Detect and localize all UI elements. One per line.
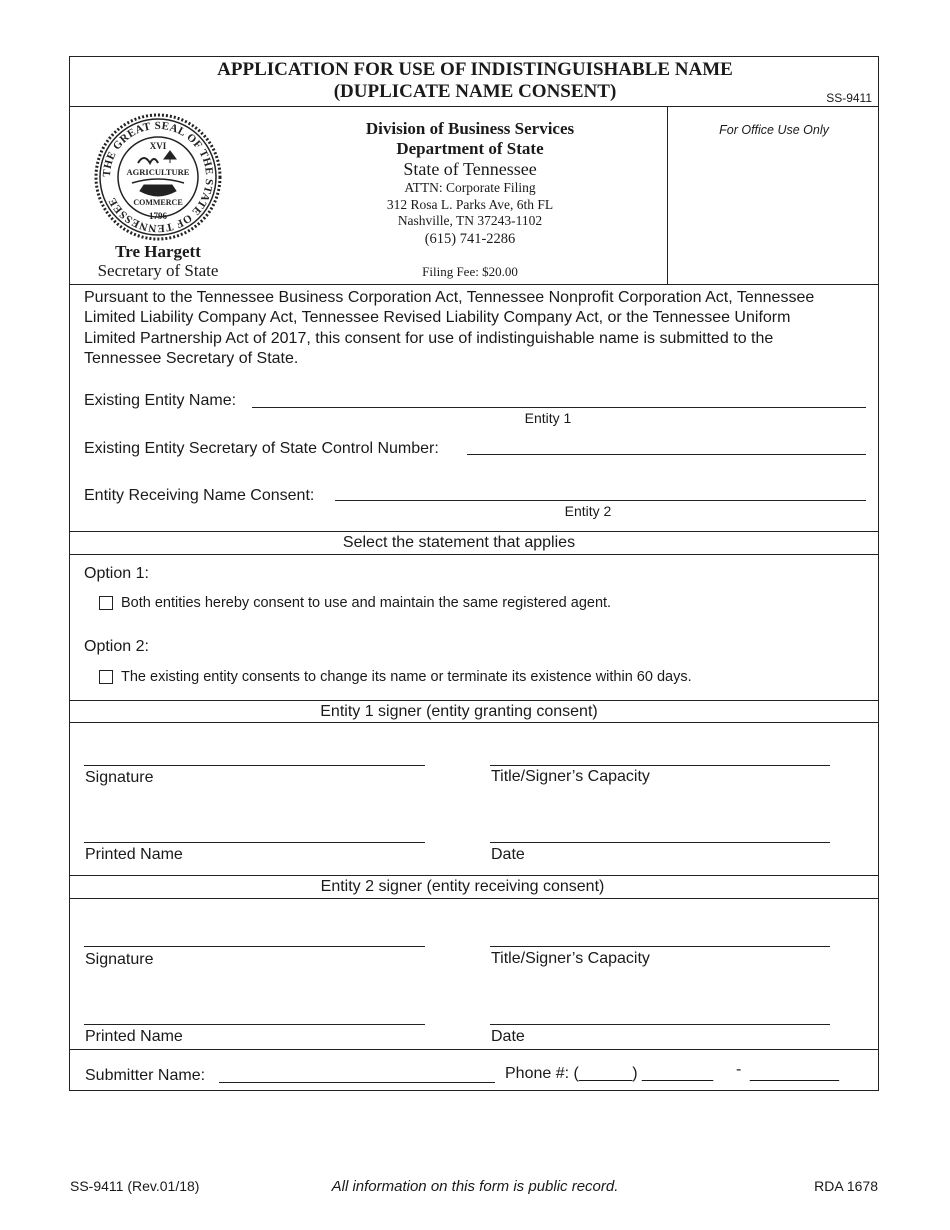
option2-text: The existing entity consents to change its name or terminate its existence within 60 days. (121, 669, 692, 685)
form-title-line1: APPLICATION FOR USE OF INDISTINGUISHABLE NAME (217, 59, 733, 80)
signer2-date-label: Date (491, 1028, 525, 1045)
divider (70, 700, 878, 701)
seal-roman: XVI (149, 141, 167, 151)
form-frame (69, 56, 879, 1091)
existing-entity-name-label: Existing Entity Name: (84, 392, 237, 409)
receiving-entity-label: Entity Receiving Name Consent: (84, 487, 315, 504)
signer2-signature-label: Signature (85, 951, 154, 968)
divider (70, 531, 878, 532)
receiving-entity-line (335, 500, 866, 501)
option1-label: Option 1: (84, 565, 149, 582)
state-name: State of Tennessee (403, 159, 537, 179)
department-name: Department of State (396, 139, 544, 158)
entity1-caption: Entity 1 (524, 410, 572, 426)
entity2-caption: Entity 2 (564, 503, 612, 519)
signer2-date-line[interactable] (490, 1024, 830, 1025)
signer1-signature-line[interactable] (84, 765, 425, 766)
control-number-line (467, 454, 866, 455)
division-name: Division of Business Services (365, 119, 575, 138)
city-line: Nashville, TN 37243-1102 (397, 213, 543, 228)
footer-rda: RDA 1678 (814, 1178, 878, 1194)
control-number-input[interactable] (470, 435, 864, 455)
signer2-capacity-line[interactable] (490, 946, 830, 947)
intro-line: Limited Liability Company Act, Tennessee Revised Liability Company Act, or the Tennessee Uniform (84, 309, 791, 327)
official-title: Secretary of State (97, 261, 219, 280)
existing-entity-name-input[interactable] (256, 387, 864, 407)
submitter-name-label: Submitter Name: (85, 1067, 206, 1084)
phone-tail-field[interactable]: __________ (750, 1065, 839, 1082)
intro-line: Tennessee Secretary of State. (84, 349, 299, 367)
signer1-printed-name-line[interactable] (84, 842, 425, 843)
signer1-header: Entity 1 signer (entity granting consent) (320, 703, 598, 720)
signer1-date-line[interactable] (490, 842, 830, 843)
signer1-signature-label: Signature (85, 769, 154, 786)
official-name: Tre Hargett (115, 242, 201, 261)
control-number-label: Existing Entity Secretary of State Control Number: (84, 440, 439, 457)
signer2-header: Entity 2 signer (entity receiving consent) (320, 878, 605, 895)
option2-label: Option 2: (84, 638, 149, 655)
form-title-line2: (DUPLICATE NAME CONSENT) (333, 81, 617, 102)
form-number: SS-9411 (826, 91, 872, 105)
signer1-capacity-label: Title/Signer’s Capacity (491, 768, 650, 785)
footer-revision: SS-9411 (Rev.01/18) (70, 1178, 200, 1194)
signer2-printed-name-line[interactable] (84, 1024, 425, 1025)
attn-line: ATTN: Corporate Filing (404, 180, 536, 195)
divider (70, 1049, 878, 1050)
address-line: 312 Rosa L. Parks Ave, 6th FL (386, 197, 554, 212)
option2-checkbox[interactable] (99, 670, 113, 684)
signer1-printed-name-label: Printed Name (85, 846, 183, 863)
signer1-capacity-line[interactable] (490, 765, 830, 766)
seal-agriculture: AGRICULTURE (126, 167, 190, 177)
submitter-name-line[interactable] (219, 1082, 495, 1083)
divider (70, 554, 878, 555)
receiving-entity-input[interactable] (338, 482, 864, 502)
option1-text: Both entities hereby consent to use and maintain the same registered agent. (121, 595, 612, 611)
state-seal-icon (94, 113, 222, 241)
intro-paragraph (84, 288, 814, 369)
options-section-header: Select the statement that applies (342, 534, 576, 551)
office-phone: (615) 741-2286 (424, 231, 516, 247)
signer2-capacity-label: Title/Signer’s Capacity (491, 950, 650, 967)
footer-public-record: All information on this form is public record. (331, 1178, 619, 1195)
signer2-printed-name-label: Printed Name (85, 1028, 183, 1045)
divider (70, 284, 878, 285)
divider (70, 875, 878, 876)
seal-year: 1796 (149, 211, 167, 221)
existing-entity-name-line (252, 407, 866, 408)
divider (70, 898, 878, 899)
signer1-date-label: Date (491, 846, 525, 863)
seal-commerce: COMMERCE (133, 198, 183, 207)
signer2-signature-line[interactable] (84, 946, 425, 947)
option1-checkbox[interactable] (99, 596, 113, 610)
phone-dash: - (736, 1061, 742, 1078)
divider (70, 106, 878, 107)
intro-line: Limited Partnership Act of 2017, this consent for use of indistinguishable name is submitted to the (84, 329, 774, 347)
office-use-label: For Office Use Only (719, 123, 829, 137)
filing-fee: Filing Fee: $20.00 (422, 264, 518, 279)
seal-ring-text: THE GREAT SEAL OF THE STATE OF TENNESSEE (100, 119, 216, 235)
phone-number-field[interactable]: Phone #: (______) ________ (505, 1065, 714, 1082)
divider (70, 722, 878, 723)
intro-line: Pursuant to the Tennessee Business Corporation Act, Tennessee Nonprofit Corporation Act, Tennessee (84, 289, 815, 306)
